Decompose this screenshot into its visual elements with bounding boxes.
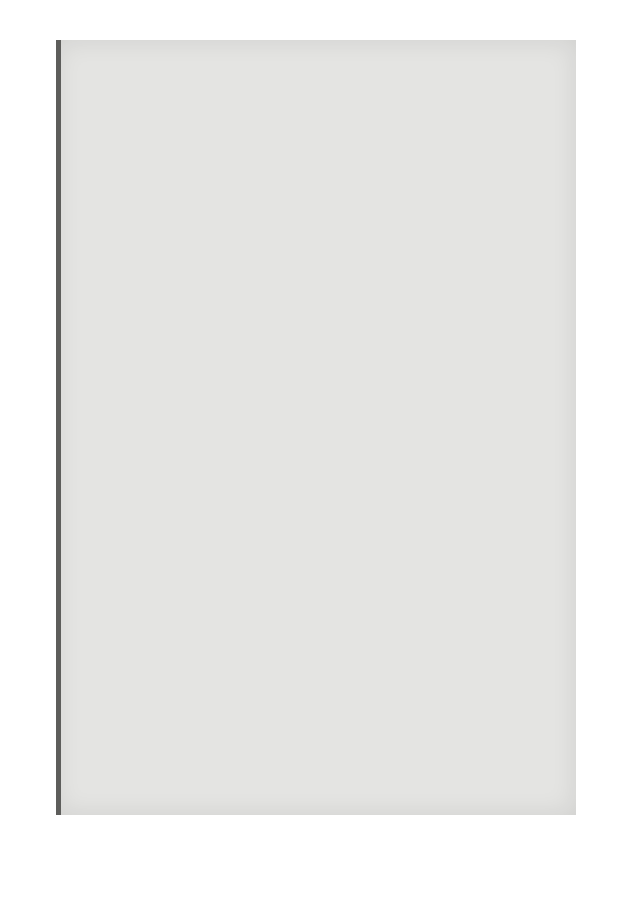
scan-shadow-edge [56, 40, 61, 815]
body-text [96, 54, 552, 801]
scanned-page [56, 40, 576, 815]
